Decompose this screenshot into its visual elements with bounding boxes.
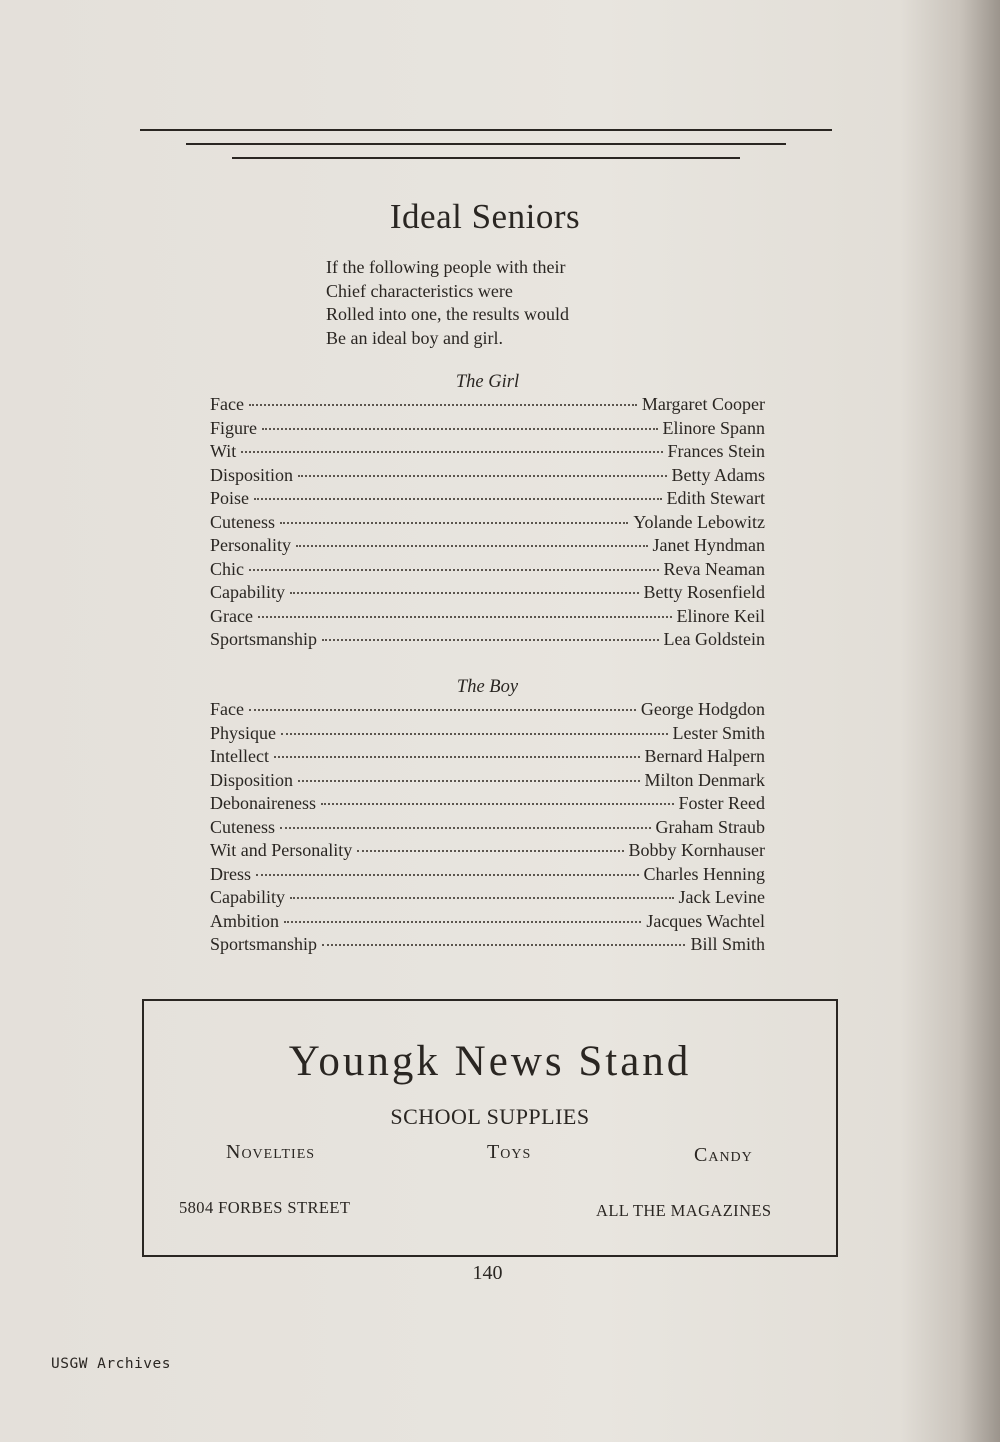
person-name: Bill Smith	[690, 934, 765, 954]
girl-trait-row	[210, 441, 765, 465]
dot-leader	[322, 639, 659, 641]
person-name: Bernard Halpern	[644, 746, 765, 766]
person-name: Bobby Kornhauser	[628, 840, 765, 860]
person-name: George Hodgdon	[640, 699, 765, 719]
girl-trait-row	[210, 465, 765, 489]
dot-leader	[249, 709, 636, 711]
trait-label: Capability	[210, 887, 285, 907]
person-name: Edith Stewart	[666, 488, 765, 508]
boy-trait-row	[210, 699, 765, 723]
dot-leader	[322, 944, 685, 946]
girl-trait-row	[210, 512, 765, 536]
decorative-rule-middle	[186, 143, 786, 145]
girl-trait-row	[210, 488, 765, 512]
boy-trait-row	[210, 723, 765, 747]
intro-line: Be an ideal boy and girl.	[326, 327, 503, 348]
ad-subtitle: SCHOOL SUPPLIES	[390, 1104, 590, 1129]
trait-label: Poise	[210, 488, 250, 508]
trait-label: Sportsmanship	[210, 629, 318, 649]
person-name: Margaret Cooper	[641, 394, 765, 414]
ad-candy: Candy	[694, 1144, 753, 1166]
trait-label: Face	[210, 394, 244, 414]
dot-leader	[280, 522, 628, 524]
trait-label: Wit and Personality	[210, 840, 353, 860]
person-name: Graham Straub	[655, 816, 765, 837]
dot-leader	[241, 451, 662, 453]
trait-label: Physique	[210, 722, 277, 743]
dot-leader	[296, 545, 648, 547]
boy-trait-row	[210, 864, 765, 888]
boy-trait-row	[210, 887, 765, 911]
person-name: Lea Goldstein	[663, 629, 765, 649]
trait-label: Debonaireness	[210, 793, 316, 813]
trait-label: Cuteness	[210, 511, 275, 532]
person-name: Betty Adams	[671, 464, 765, 485]
person-name: Reva Neaman	[663, 558, 765, 579]
dot-leader	[298, 475, 666, 477]
person-name: Yolande Lebowitz	[633, 511, 765, 532]
trait-label: Sportsmanship	[210, 934, 318, 954]
girl-trait-row	[210, 559, 765, 583]
trait-label: Wit	[210, 441, 237, 461]
person-name: Elinore Keil	[676, 605, 765, 626]
dot-leader	[298, 780, 640, 782]
person-name: Frances Stein	[667, 441, 765, 461]
person-name: Betty Rosenfield	[643, 582, 765, 602]
decorative-rule-bottom	[232, 157, 740, 159]
girl-trait-row	[210, 394, 765, 418]
dot-leader	[357, 850, 623, 852]
person-name: Milton Denmark	[644, 769, 765, 790]
girl-trait-row	[210, 535, 765, 559]
person-name: Jack Levine	[678, 887, 765, 907]
trait-label: Disposition	[210, 464, 294, 485]
ad-address: 5804 FORBES STREET	[179, 1198, 351, 1217]
girl-trait-row	[210, 629, 765, 653]
intro-paragraph	[326, 256, 646, 350]
dot-leader	[254, 498, 662, 500]
ad-magazines: ALL THE MAGAZINES	[596, 1201, 772, 1220]
dot-leader	[280, 827, 651, 829]
boy-trait-row	[210, 817, 765, 841]
trait-label: Intellect	[210, 746, 269, 766]
boy-trait-row	[210, 746, 765, 770]
person-name: Janet Hyndman	[652, 535, 765, 555]
trait-label: Ambition	[210, 910, 280, 931]
boy-trait-row	[210, 770, 765, 794]
dot-leader	[284, 921, 641, 923]
trait-label: Cuteness	[210, 816, 275, 837]
trait-label: Grace	[210, 605, 253, 626]
trait-label: Dress	[210, 863, 251, 884]
dot-leader	[249, 569, 659, 571]
trait-label: Capability	[210, 582, 285, 602]
trait-label: Figure	[210, 417, 257, 438]
girl-trait-row	[210, 582, 765, 606]
dot-leader	[281, 733, 667, 735]
intro-line: Rolled into one, the results would	[326, 304, 569, 324]
intro-line: Chief characteristics were	[326, 280, 513, 301]
person-name: Foster Reed	[678, 793, 765, 813]
girl-trait-row	[210, 606, 765, 630]
dot-leader	[262, 428, 658, 430]
girl-list	[210, 394, 765, 653]
ad-title: Youngk News Stand	[288, 1038, 692, 1085]
dot-leader	[290, 592, 639, 594]
ad-toys: Toys	[487, 1141, 532, 1163]
dot-leader	[290, 897, 674, 899]
girl-heading: The Girl	[455, 372, 520, 392]
person-name: Jacques Wachtel	[646, 910, 765, 931]
person-name: Charles Henning	[643, 863, 765, 884]
intro-line: If the following people with their	[326, 257, 566, 277]
advertisement-box	[142, 999, 838, 1257]
dot-leader	[258, 616, 672, 618]
boy-list	[210, 699, 765, 958]
person-name: Lester Smith	[672, 722, 765, 743]
person-name: Elinore Spann	[662, 417, 765, 438]
trait-label: Disposition	[210, 769, 294, 790]
page-number: 140	[472, 1262, 503, 1284]
boy-trait-row	[210, 911, 765, 935]
trait-label: Chic	[210, 558, 244, 579]
trait-label: Face	[210, 699, 244, 719]
ad-novelties: Novelties	[226, 1141, 316, 1163]
girl-trait-row	[210, 418, 765, 442]
dot-leader	[321, 803, 674, 805]
dot-leader	[274, 756, 640, 758]
boy-trait-row	[210, 793, 765, 817]
trait-label: Personality	[210, 535, 291, 555]
boy-trait-row	[210, 934, 765, 958]
dot-leader	[249, 404, 637, 406]
page-title: Ideal Seniors	[389, 197, 581, 236]
boy-trait-row	[210, 840, 765, 864]
boy-heading: The Boy	[456, 677, 519, 697]
decorative-rule-top	[140, 129, 832, 131]
dot-leader	[256, 874, 639, 876]
archive-label: USGW Archives	[51, 1356, 171, 1372]
